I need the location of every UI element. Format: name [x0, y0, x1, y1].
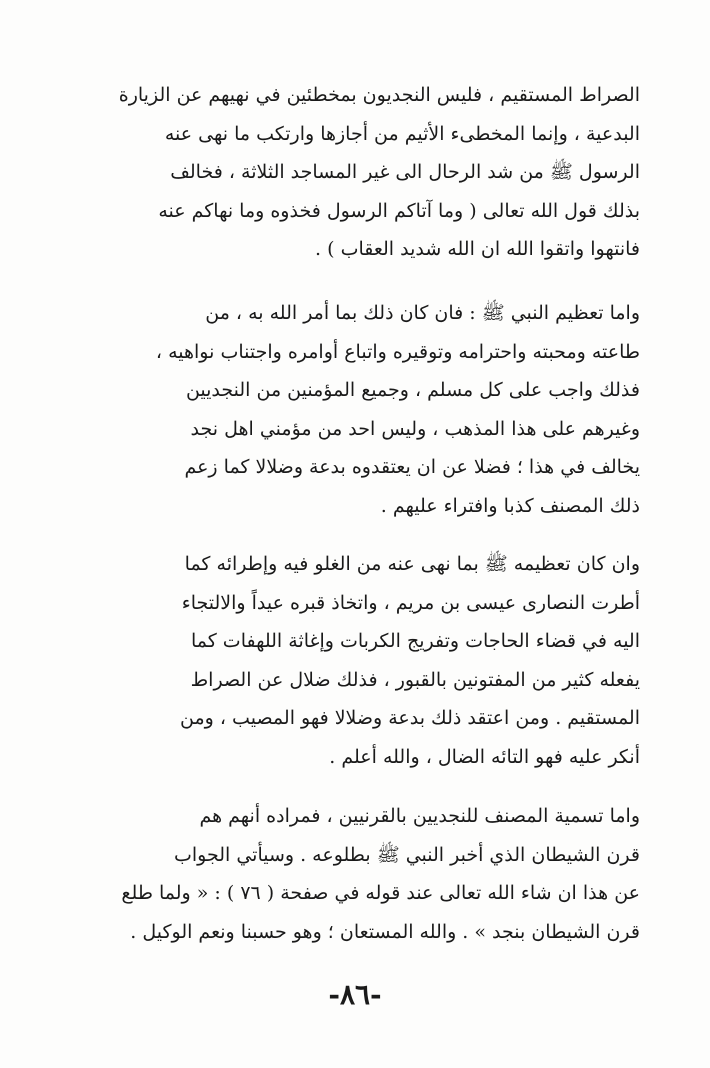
text-line: اليه في قضاء الحاجات وتفريج الكربات وإغاثة اللهفات كما [190, 630, 640, 653]
text-line: الصراط المستقيم ، فليس النجديون بمخطئين في نهيهم عن الزيارة [118, 84, 640, 106]
text-line: فانتهوا واتقوا الله ان الله شديد العقاب ) . [315, 238, 640, 261]
text-line: الرسول ﷺ من شد الرحال الى غير المساجد الثلاثة ، فخالف [170, 161, 640, 184]
text-line: يفعله كثير من المفتونين بالقبور ، فذلك ضلال عن الصراط [190, 668, 640, 691]
text-line: المستقيم . ومن اعتقد ذلك بدعة وضلالا فهو المصيب ، ومن [180, 707, 640, 730]
paragraph-1 [70, 76, 640, 269]
paragraph-4 [70, 797, 640, 951]
text-line: وغيرهم على هذا المذهب ، وليس احد من مؤمني اهل نجد [190, 417, 640, 440]
text-line: ذلك المصنف كذبا وافتراء عليهم . [380, 494, 640, 517]
text-line: قرن الشيطان الذي أخبر النبي ﷺ بطلوعه . وسيأتي الجواب [173, 843, 640, 866]
text-line: فذلك واجب على كل مسلم ، وجميع المؤمنين من النجديين [185, 379, 640, 402]
text-line: يخالف في هذا ؛ فضلا عن ان يعتقدوه بدعة وضلالا كما زعم [184, 456, 640, 479]
text-line: واما تعظيم النبي ﷺ : فان كان ذلك بما أمر الله به ، من [205, 302, 640, 324]
paragraph-3 [70, 545, 640, 777]
text-line: واما تسمية المصنف للنجديين بالقرنيين ، فمراده أنهم هم [199, 805, 640, 827]
text-line: البدعية ، وإنما المخطىء الأثيم من أجازها وارتكب ما نهى عنه [164, 122, 640, 145]
page-number: -٨٦- [328, 978, 382, 1011]
text-line: عن هذا ان شاء الله تعالى عند قوله في صفحة ( ٧٦ ) : « ولما طلع [121, 882, 640, 905]
text-line: أنكر عليه فهو التائه الضال ، والله أعلم . [329, 745, 640, 768]
paragraph-2 [70, 294, 640, 526]
text-line: بذلك قول الله تعالى ( وما آتاكم الرسول فخذوه وما نهاكم عنه [158, 199, 640, 222]
text-line: طاعته ومحبته واحترامه وتوقيره واتباع أوامره واجتناب نواهيه ، [155, 340, 640, 363]
text-line: وان كان تعظيمه ﷺ بما نهى عنه من الغلو فيه وإطرائه كما [184, 553, 640, 575]
text-line: أطرت النصارى عيسى بن مريم ، واتخاذ قبره عيداً والالتجاء [181, 591, 640, 614]
text-line: قرن الشيطان بنجد » . والله المستعان ؛ وهو حسبنا ونعم الوكيل . [130, 920, 640, 943]
